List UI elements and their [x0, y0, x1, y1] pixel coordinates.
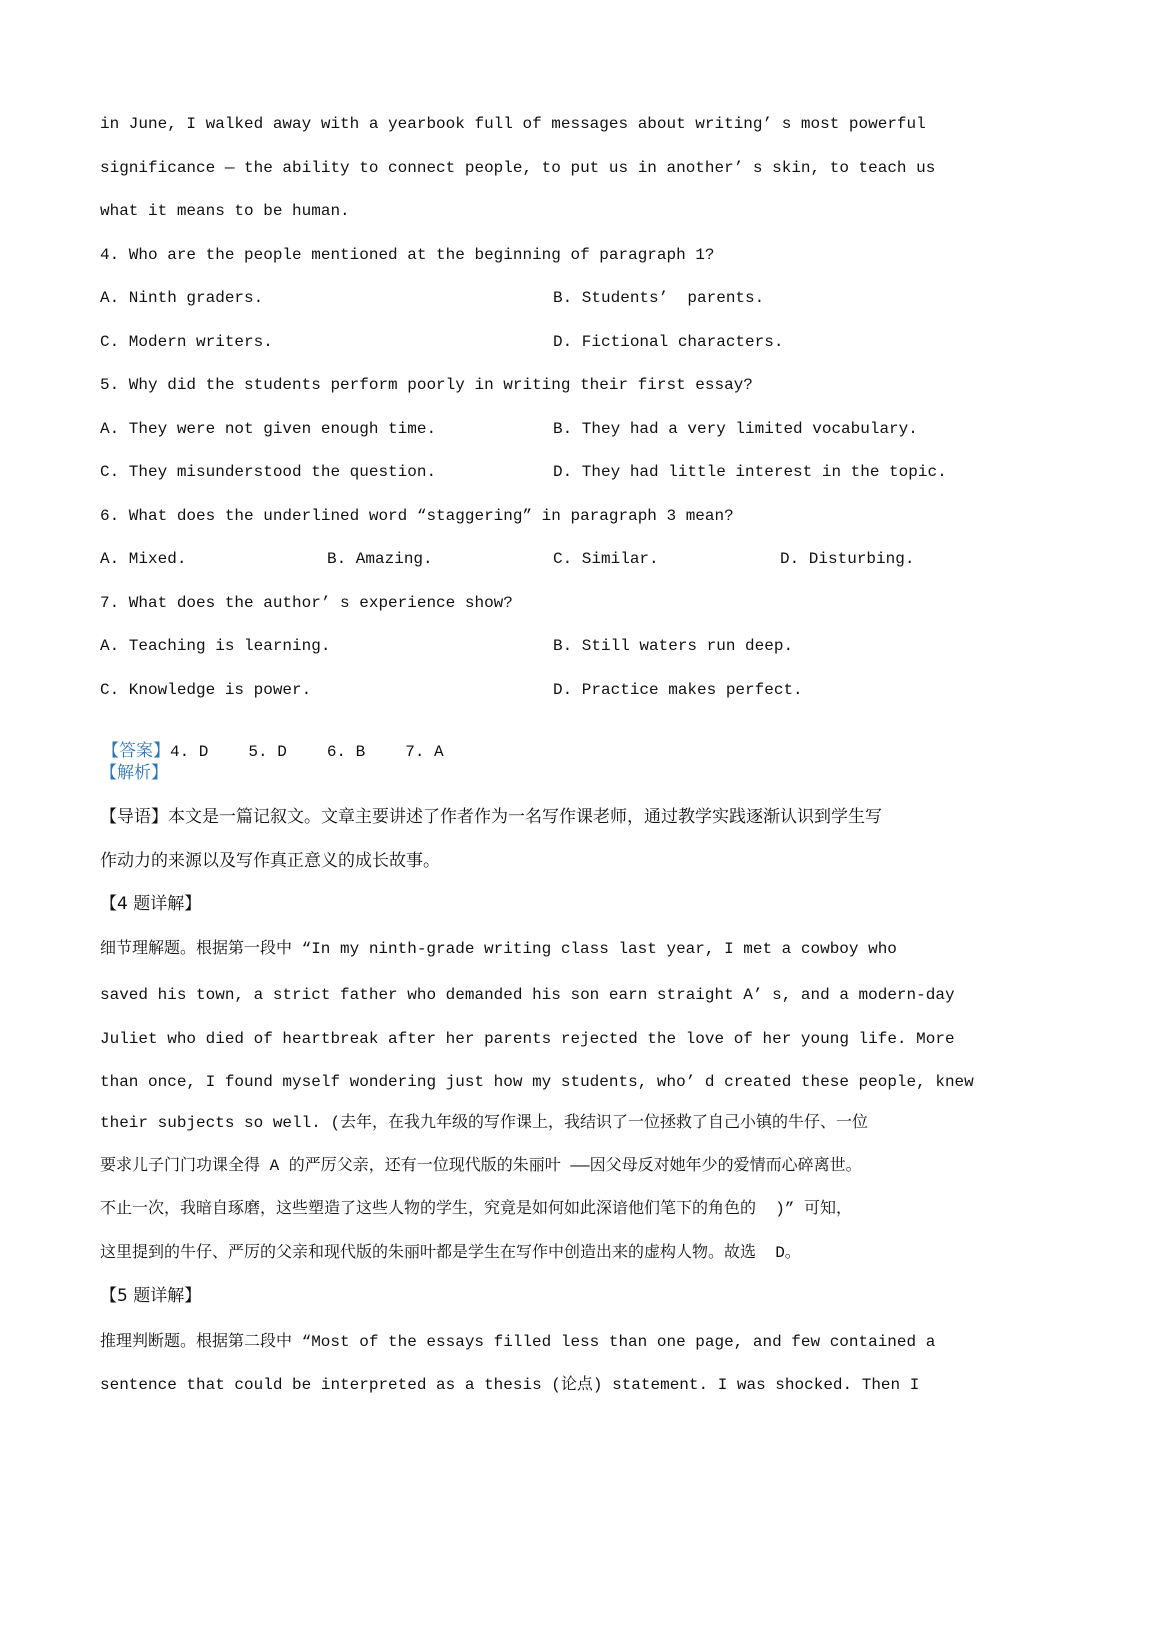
detail-line: their subjects so well. (去年，在我九年级的写作课上，我结识了一位拯救了自己小镇的牛仔、一位 — [100, 1114, 869, 1132]
analysis-label: 【解析】 — [100, 763, 168, 783]
option-c: C. Similar. — [553, 550, 659, 568]
question-stem: 5. Why did the students perform poorly in writing their first essay? — [100, 376, 753, 394]
detail-5-title: 【5 题详解】 — [100, 1286, 202, 1306]
question-stem: 6. What does the underlined word “staggering” in paragraph 3 mean? — [100, 507, 734, 525]
question-stem: 4. Who are the people mentioned at the beginning of paragraph 1? — [100, 246, 715, 264]
option-d: D. Disturbing. — [780, 550, 915, 568]
answer-label: 【答案】 — [102, 741, 170, 761]
detail-line: 推理判断题。根据第二段中 “Most of the essays filled less than one page, and few contained a — [100, 1333, 936, 1351]
intro-line: 作动力的来源以及写作真正意义的成长故事。 — [100, 851, 440, 871]
answer-value: 7. A — [405, 743, 444, 761]
option-d: D. They had little interest in the topic. — [553, 463, 947, 481]
option-b: B. They had a very limited vocabulary. — [553, 420, 918, 438]
option-a: A. Ninth graders. — [100, 289, 264, 307]
detail-line: Juliet who died of heartbreak after her parents rejected the love of her young life. More — [100, 1030, 955, 1048]
passage-line: what it means to be human. — [100, 202, 350, 220]
detail-4-title: 【4 题详解】 — [100, 894, 202, 914]
detail-line: 细节理解题。根据第一段中 “In my ninth-grade writing class last year, I met a cowboy who — [100, 940, 897, 958]
answer-value: 4. D — [170, 743, 209, 761]
detail-line: 不止一次，我暗自琢磨，这些塑造了这些人物的学生，究竟是如何如此深谙他们笔下的角色的 )” 可知， — [100, 1200, 853, 1218]
option-b: B. Still waters run deep. — [553, 637, 794, 655]
intro-line: 【导语】本文是一篇记叙文。文章主要讲述了作者作为一名写作课老师，通过教学实践逐渐认识到学生写 — [100, 807, 882, 827]
passage-line: in June, I walked away with a yearbook full of messages about writing’ s most powerful — [100, 115, 926, 133]
answer-line — [102, 721, 444, 762]
detail-line: saved his town, a strict father who demanded his son earn straight A’ s, and a modern-day — [100, 986, 955, 1004]
option-c: C. They misunderstood the question. — [100, 463, 437, 481]
detail-line: 这里提到的牛仔、严厉的父亲和现代版的朱丽叶都是学生在写作中创造出来的虚构人物。故选 D。 — [100, 1244, 801, 1262]
option-d: D. Practice makes perfect. — [553, 681, 803, 699]
question-stem: 7. What does the author’ s experience show? — [100, 594, 513, 612]
option-a: A. Teaching is learning. — [100, 637, 331, 655]
option-c: C. Knowledge is power. — [100, 681, 312, 699]
detail-line: than once, I found myself wondering just how my students, who’ d created these people, knew — [100, 1073, 974, 1091]
option-d: D. Fictional characters. — [553, 333, 784, 351]
detail-line: sentence that could be interpreted as a thesis (论点) statement. I was shocked. Then I — [100, 1376, 920, 1394]
option-a: A. They were not given enough time. — [100, 420, 437, 438]
option-b: B. Students’ parents. — [553, 289, 765, 307]
option-a: A. Mixed. — [100, 550, 187, 568]
answer-value: 6. B — [326, 743, 366, 761]
option-b: B. Amazing. — [327, 550, 433, 568]
answer-value: 5. D — [248, 743, 287, 761]
passage-line: significance — the ability to connect people, to put us in another’ s skin, to teach us — [100, 159, 936, 177]
option-c: C. Modern writers. — [100, 333, 273, 351]
detail-line: 要求儿子门门功课全得 A 的严厉父亲，还有一位现代版的朱丽叶 ——因父母反对她年少的爱情而心碎离世。 — [100, 1157, 862, 1175]
